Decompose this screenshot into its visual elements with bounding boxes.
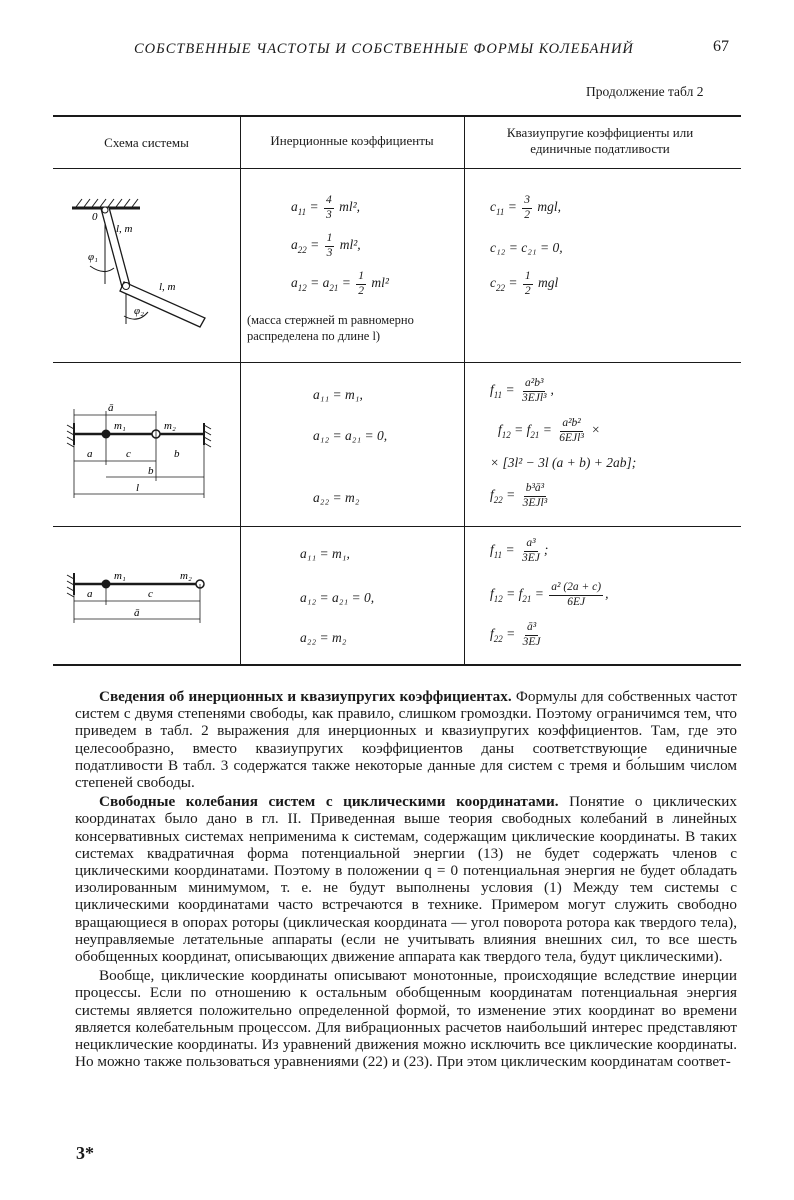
r1-c12: c₁₂ = c₂₁ = 0, — [490, 240, 563, 255]
r1-c11: $c_{11}$ = $\frac{3}{2}$ mgl, — [490, 194, 561, 221]
r2-f11: $f_{11}$ = $\frac{\text{a²b³}}{\text{3EJl³}}$ , — [490, 377, 554, 404]
r2-f12-cont: × [3l² − 3l (a + b) + 2ab]; — [490, 455, 637, 470]
beam2-b-label: b — [148, 465, 154, 477]
beam2-l-label: l — [136, 482, 140, 494]
col-header-scheme: Схема системы — [104, 135, 189, 150]
beam3-abar-label: ā — [134, 607, 140, 619]
r3-a22: a₂₂ = m₂ — [300, 630, 347, 645]
r2-f12: $f_{12} = f_{21}$ = $\frac{\text{a²b²}}{\text{6EJl³}}$ × — [498, 417, 601, 444]
r2-a22: a₂₂ = m₂ — [313, 490, 360, 505]
page-number: 67 — [713, 38, 729, 55]
beam2-abar-label: ā — [108, 402, 114, 414]
beam2-m2-label: m₂ — [164, 420, 176, 432]
r3-a12: a₁₂ = a₂₁ = 0, — [300, 590, 375, 605]
cantilever-two-masses-diagram — [62, 565, 222, 627]
paragraph-2 — [75, 793, 737, 965]
r3-a11: a₁₁ = m₁, — [300, 546, 350, 561]
r3-f11: $f_{11}$ = $\frac{\text{a³}}{3EJ}$ ; — [490, 537, 549, 564]
p2-heading: Свободные колебания систем с циклическими координатами. — [99, 793, 559, 811]
column-divider-2 — [464, 116, 465, 664]
table-continuation-label: Продолжение табл 2 — [586, 84, 704, 99]
pivot-label: 0 — [92, 211, 98, 223]
r1-a22: $a_{22}$ = $\frac{1}{3}$ ml², — [291, 232, 361, 259]
beam2-a-label: a — [87, 448, 93, 460]
p1-heading: Сведения об инерционных и квазиупругих коэффициентах. — [99, 688, 512, 705]
rod-1-label: l, m — [116, 223, 133, 235]
row-divider-2 — [53, 526, 741, 527]
r1-c22: $c_{22}$ = $\frac{1}{2}$ mgl — [490, 270, 559, 297]
r2-a12: a₁₂ = a₂₁ = 0, — [313, 428, 388, 443]
p2-text: Понятие о циклических координатах было дано в гл. II. Приведенная выше теория свободных колебаний в линейных консервативных системах неприменима к системам, содержащим циклические координаты. В таких системах квадратичная форма потенциальной энергии (13) не будет содержать членов с циклическими координатами. Поэтому в положении q = 0 потенциальная энергия не будет обладать изолированным минимумом, т. е. не будут выполнены условия (1) Между тем системы с циклическими координатами часто встречаются в технике. Примером могут служить свободно вращающиеся в опорах роторы (циклическая координата — угол поворота ротора как твердого тела), неуправляемые летательные аппараты (если не учитывать влияния внешних сил, то все шесть обобщенных координат, описывающих движение аппарата как твердого тела, будут циклическими). — [75, 793, 737, 966]
beam-two-masses-diagram — [62, 395, 222, 507]
beam3-m1-label: m₁ — [114, 570, 126, 582]
running-title: СОБСТВЕННЫЕ ЧАСТОТЫ И СОБСТВЕННЫЕ ФОРМЫ КОЛЕБАНИЙ — [134, 41, 634, 57]
paragraph-1 — [75, 688, 737, 791]
table-top-rule — [53, 115, 741, 117]
r3-f12: $f_{12} = f_{21}$ = $\frac{\text{a² (2a + c)}}{6EJ}$ , — [490, 581, 609, 608]
r1-mass-note: (масса стержней m равномерно распределена по длине l) — [247, 313, 414, 343]
beam3-c-label: c — [148, 588, 153, 600]
signature-mark: 3* — [76, 1143, 94, 1163]
table-bottom-rule — [53, 664, 741, 666]
row-divider-1 — [53, 362, 741, 363]
phi1-label: φ₁ — [88, 251, 98, 263]
double-pendulum-diagram — [60, 196, 235, 346]
r1-a12: $a_{12} = a_{21}$ = $\frac{1}{2}$ ml² — [291, 270, 389, 297]
beam2-c-label: c — [126, 448, 131, 460]
column-divider-1 — [240, 116, 241, 664]
r3-f22: $f_{22}$ = $\frac{\text{ā³}}{3EJ}$ — [490, 621, 541, 648]
beam3-a-label: a — [87, 588, 93, 600]
table-header-rule — [53, 168, 741, 169]
paragraph-3: Вообще, циклические координаты описывают монотонные, происходящие вследствие инерции процессы. Если по отношению к остальным обобщенным координатам потенциальная энергия системы является положительно определенной формой, то изменение этих координат во времени является колебательным процессом. Для вибрационных расчетов наибольший интерес представляют нециклические координаты. Из уравнений движения можно исключить все циклические координаты. Но можно также пользоваться уравнениями (22) и (23). При этом циклическим координатам соответ- — [75, 967, 737, 1071]
rod-2-label: l, m — [159, 281, 176, 293]
r1-a11: $a_{11}$ = $\frac{4}{3}$ ml², — [291, 194, 361, 221]
r2-a11: a₁₁ = m₁, — [313, 387, 363, 402]
col-header-inertial: Инерционные коэффициенты — [270, 133, 434, 148]
col-header-elastic: Квазиупругие коэффициенты или единичные податливости — [506, 125, 694, 157]
beam2-b-small-label: b — [174, 448, 180, 460]
body-text — [75, 688, 737, 1070]
beam3-m2-label: m₂ — [180, 570, 192, 582]
p1-text: Формулы для собственных частот систем с двумя степенями свободы, как правило, слишком громоздки. Поэтому ограничимся тем, что приведем в табл. 2 выражения для инерционных и квазиупругих коэффициентов. Там, где это целесообразно, вместо квазиупругих коэффициентов даны соответствующие единичные податливости В табл. 3 содержатся также некоторые данные для систем с тремя и бо́льшим числом степеней свободы. — [75, 688, 737, 792]
beam2-m1-label: m₁ — [114, 420, 126, 432]
phi2-label: φ₂ — [134, 305, 144, 317]
r2-f22: $f_{22}$ = $\frac{\text{b³ā³}}{\text{3EJl³}}$ — [490, 482, 548, 509]
